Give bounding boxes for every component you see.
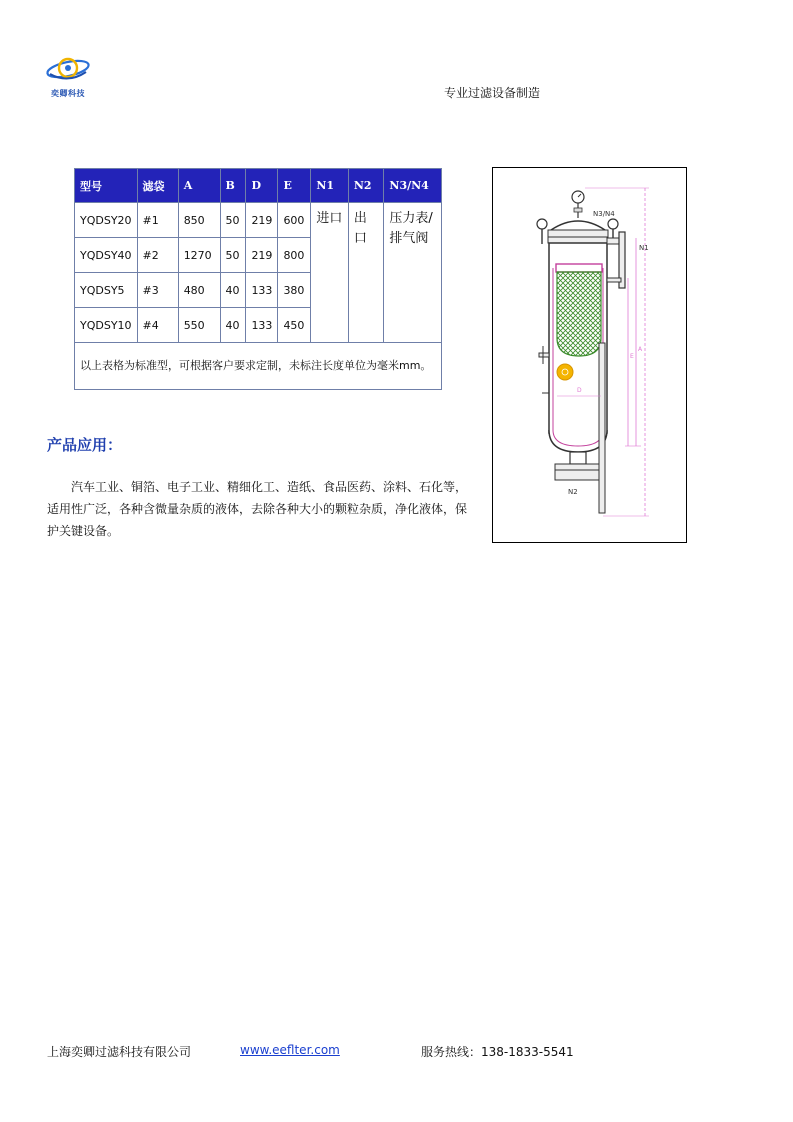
- table-row: [75, 203, 442, 238]
- filter-housing-diagram: [492, 167, 687, 543]
- cell-b: 40: [220, 273, 246, 308]
- eye-bolt-left: [537, 219, 547, 244]
- label-n2: N2: [568, 488, 578, 496]
- cell-bag: #3: [137, 273, 178, 308]
- cell-model: YQDSY10: [75, 308, 138, 343]
- table-note-row: [75, 343, 442, 390]
- application-paragraph: 汽车工业、铜箔、电子工业、精细化工、造纸、食品医药、涂料、石化等，适用性广泛，各种含微量杂质的液体，去除各种大小的颗粒杂质，净化液体，保护关键设备。: [47, 480, 468, 538]
- header-model: 型号: [75, 169, 138, 203]
- cell-d: 133: [246, 308, 278, 343]
- hotline-number: 138-1833-5541: [481, 1045, 574, 1059]
- cell-d: 133: [246, 273, 278, 308]
- header-d: D: [246, 169, 278, 203]
- cell-e: 380: [278, 273, 311, 308]
- label-e: E: [630, 353, 634, 360]
- table-note: 以上表格为标准型，可根据客户要求定制，未标注长度单位为毫米mm。: [75, 343, 442, 390]
- spec-table: [74, 168, 442, 390]
- housing-drawing: [493, 168, 686, 542]
- header-n1: N1: [311, 169, 348, 203]
- footer-hotline: [421, 1043, 574, 1060]
- cell-n3n4-gauge-vent: 压力表/排气阀: [384, 203, 442, 343]
- footer-website-link[interactable]: www.eeflter.com: [240, 1043, 340, 1057]
- cell-d: 219: [246, 238, 278, 273]
- logo-globe-icon: [44, 52, 92, 88]
- header-bag: 滤袋: [137, 169, 178, 203]
- cell-n1-inlet: 进口: [311, 203, 348, 343]
- cell-b: 40: [220, 308, 246, 343]
- footer-website-wrap: [240, 1043, 340, 1057]
- cell-e: 450: [278, 308, 311, 343]
- cell-a: 550: [178, 308, 220, 343]
- cell-b: 50: [220, 203, 246, 238]
- cell-n2-outlet: 出口: [348, 203, 384, 343]
- pressure-gauge-icon: [572, 191, 584, 218]
- header-e: E: [278, 169, 311, 203]
- label-n1: N1: [639, 244, 649, 252]
- header-b: B: [220, 169, 246, 203]
- cell-b: 50: [220, 238, 246, 273]
- logo-text: 奕卿科技: [51, 89, 85, 98]
- label-d: D: [577, 387, 582, 394]
- cell-e: 600: [278, 203, 311, 238]
- cell-model: YQDSY40: [75, 238, 138, 273]
- header-tagline: 专业过滤设备制造: [444, 86, 541, 100]
- header-n3n4: N3/N4: [384, 169, 442, 203]
- cell-a: 850: [178, 203, 220, 238]
- cell-a: 1270: [178, 238, 220, 273]
- label-n3n4: N3/N4: [593, 210, 615, 218]
- cell-bag: #4: [137, 308, 178, 343]
- cell-e: 800: [278, 238, 311, 273]
- header-n2: N2: [348, 169, 384, 203]
- cell-bag: #2: [137, 238, 178, 273]
- section-title: 产品应用：: [47, 436, 123, 454]
- cell-a: 480: [178, 273, 220, 308]
- label-a: A: [638, 346, 643, 353]
- cell-model: YQDSY20: [75, 203, 138, 238]
- header-a: A: [178, 169, 220, 203]
- cell-bag: #1: [137, 203, 178, 238]
- table-header-row: [75, 169, 442, 203]
- footer-company: 上海奕卿过滤科技有限公司: [47, 1045, 192, 1059]
- cell-d: 219: [246, 203, 278, 238]
- company-logo: [44, 52, 92, 98]
- cell-model: YQDSY5: [75, 273, 138, 308]
- hotline-label: 服务热线：: [421, 1045, 482, 1059]
